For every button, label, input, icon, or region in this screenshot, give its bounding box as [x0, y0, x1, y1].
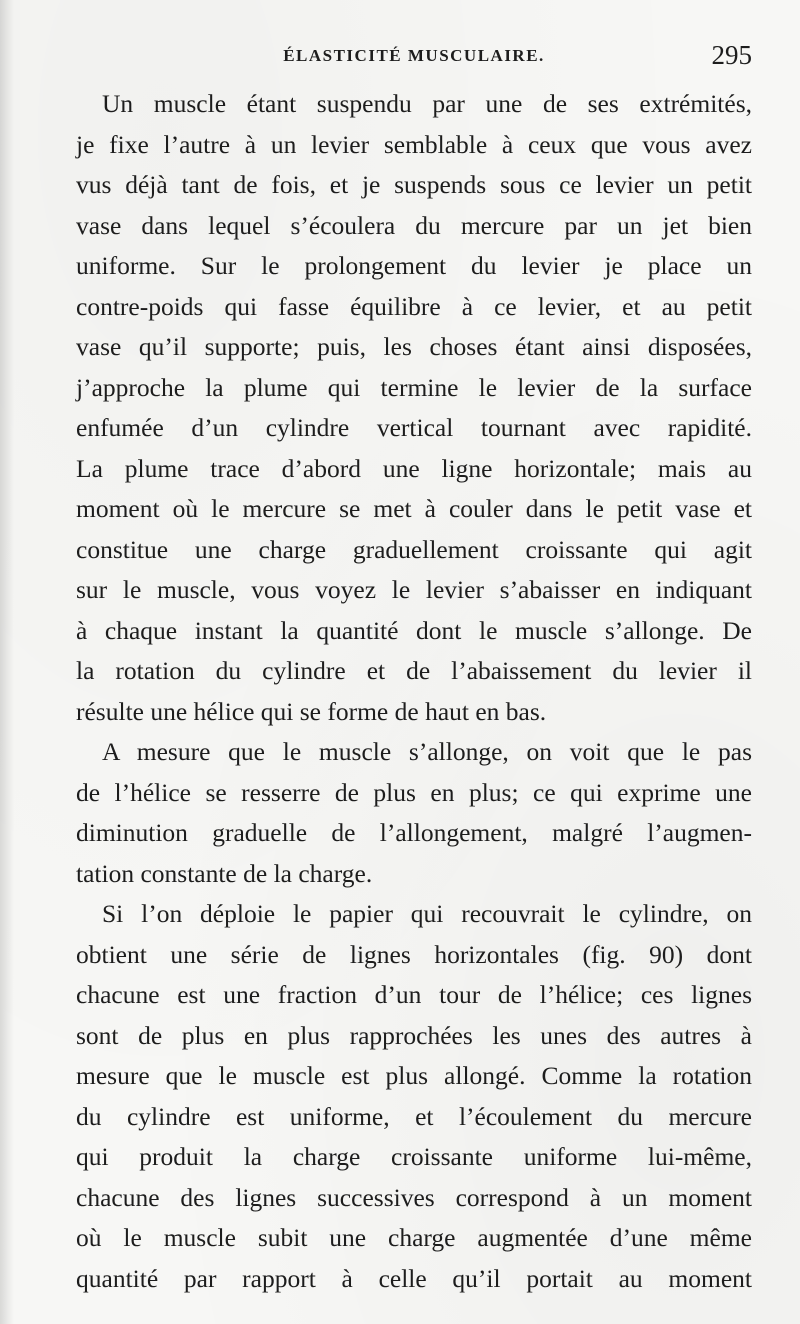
text-line: Si l’on déploie le papier qui recouvrait le cylindre, on — [102, 899, 752, 928]
text-line: vase qu’il supporte; puis, les choses étant ainsi disposées, — [76, 332, 752, 361]
text-line: j’approche la plume qui termine le levier de la surface — [76, 372, 752, 402]
text-line: chacune est une fraction d’un tour de l’hélice; ces lignes — [76, 980, 752, 1009]
text-line: où le muscle subit une charge augmentée d’une même — [76, 1223, 752, 1252]
text-line: vase dans lequel s’écoulera du mercure par un jet bien — [76, 210, 752, 240]
text-line: sont de plus en plus rapprochées les unes des autres à — [76, 1020, 752, 1050]
text-line: Un muscle étant suspendu par une de ses extrémités, — [102, 89, 752, 118]
text-line: tation constante de la charge. — [76, 858, 373, 888]
text-line: La plume trace d’abord une ligne horizontale; mais au — [76, 453, 752, 483]
text-line: sur le muscle, vous voyez le levier s’abaisser en indiquant — [76, 575, 752, 604]
text-line: chacune des lignes successives correspond à un moment — [76, 1182, 752, 1212]
running-title: ÉLASTICITÉ MUSCULAIRE. — [283, 46, 545, 65]
text-line: obtient une série de lignes horizontales (fig. 90) dont — [76, 939, 752, 969]
text-line: à chaque instant la quantité dont le muscle s’allonge. De — [76, 615, 752, 645]
text-line: contre-poids qui fasse équilibre à ce levier, et au petit — [76, 291, 752, 321]
text-line: de l’hélice se resserre de plus en plus; ce qui exprime une — [76, 777, 752, 807]
text-line: enfumée d’un cylindre vertical tournant avec rapidité. — [76, 413, 752, 442]
page-number: 295 — [711, 40, 752, 70]
text-line: constitue une charge graduellement croissante qui agit — [76, 534, 752, 564]
text-line: A mesure que le muscle s’allonge, on voit que le pas — [102, 737, 752, 766]
page-gutter-shadow — [0, 0, 14, 1324]
text-line: uniforme. Sur le prolongement du levier je place un — [76, 251, 752, 280]
text-line: diminution graduelle de l’allongement, malgré l’augmen- — [76, 818, 752, 847]
text-line: la rotation du cylindre et de l’abaissement du levier il — [76, 656, 752, 685]
text-line: résulte une hélice qui se forme de haut en bas. — [76, 696, 547, 726]
body-text — [76, 84, 752, 1299]
text-line: du cylindre est uniforme, et l’écoulement du mercure — [76, 1101, 752, 1131]
text-line: mesure que le muscle est plus allongé. Comme la rotation — [76, 1061, 752, 1090]
text-line: qui produit la charge croissante uniforme lui-même, — [76, 1142, 752, 1171]
text-line: je fixe l’autre à un levier semblable à ceux que vous avez — [76, 129, 752, 159]
running-head — [76, 40, 752, 76]
text-line: moment où le mercure se met à couler dans le petit vase et — [76, 494, 752, 523]
text-line: quantité par rapport à celle qu’il portait au moment — [76, 1263, 752, 1293]
text-line: vus déjà tant de fois, et je suspends sous ce levier un petit — [76, 170, 752, 199]
